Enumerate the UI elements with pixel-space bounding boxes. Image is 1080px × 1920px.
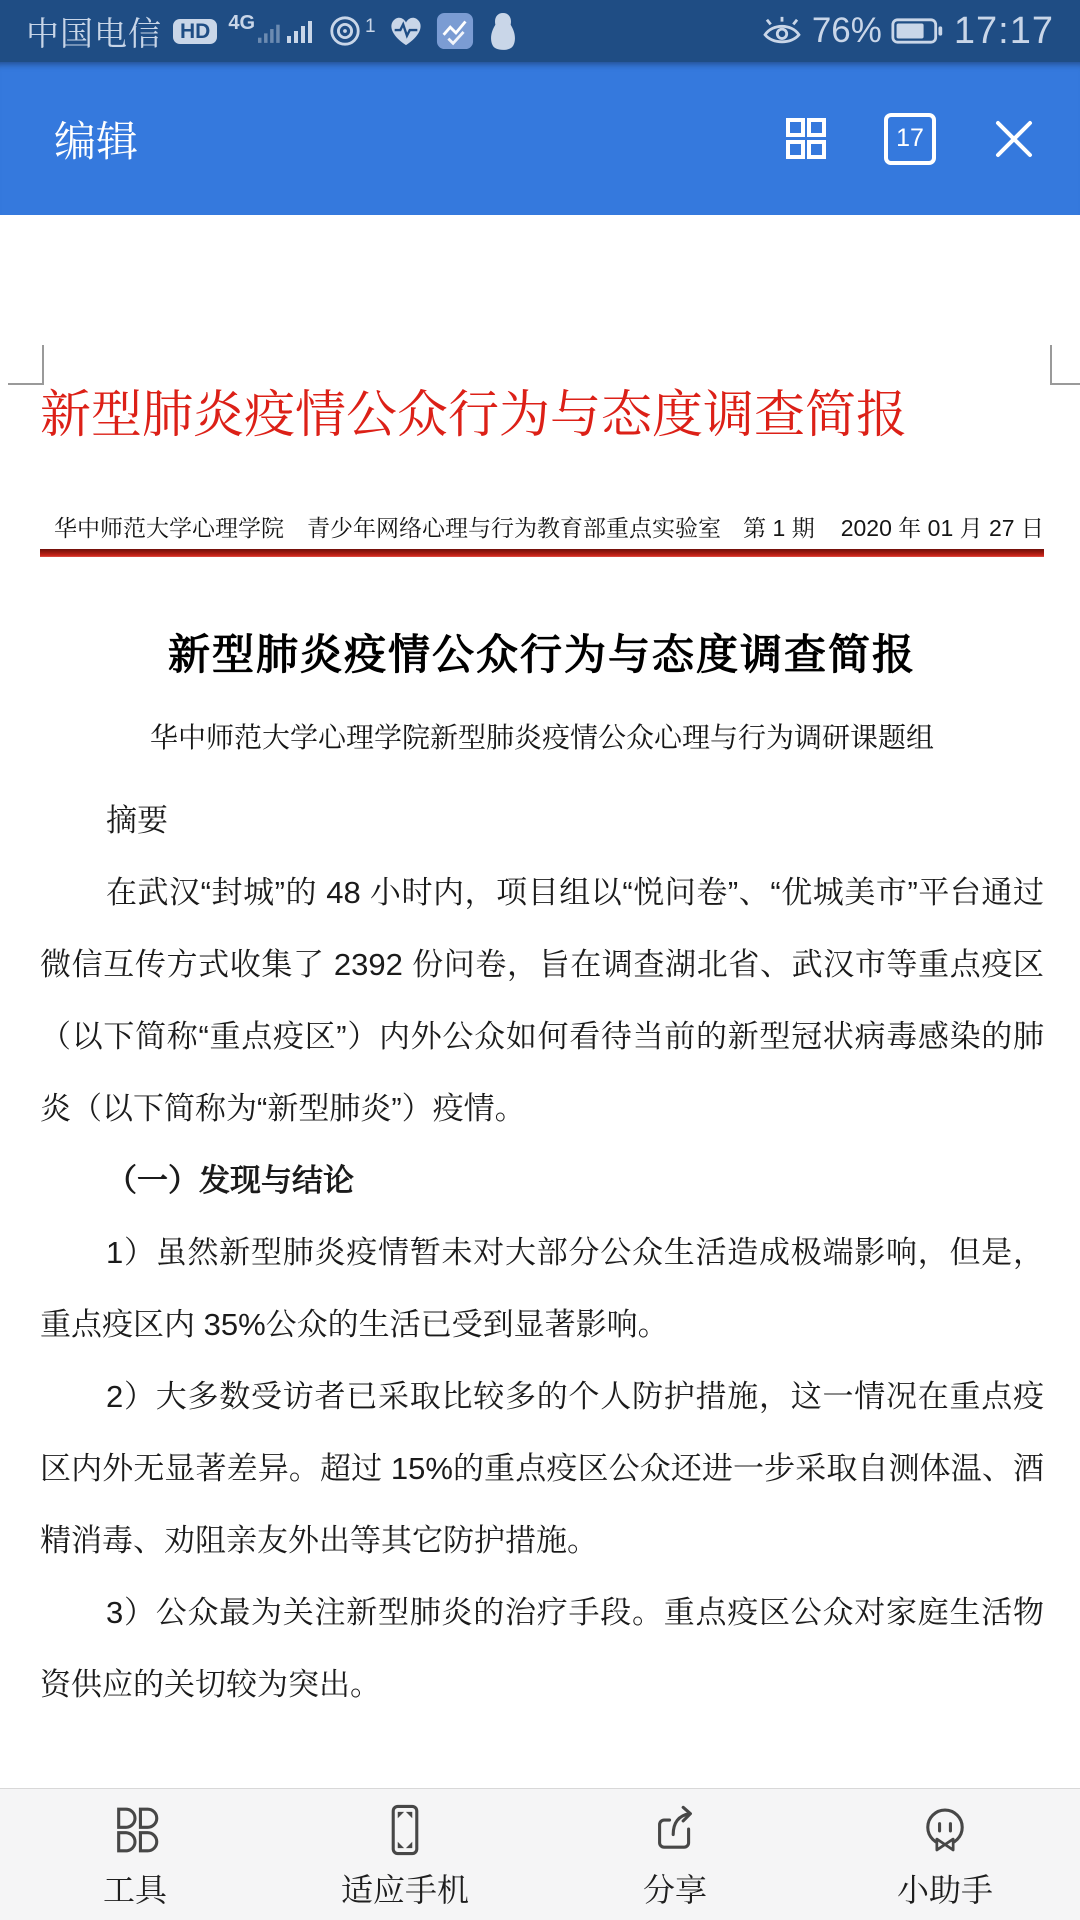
tools-label: 工具 bbox=[102, 1872, 167, 1908]
fit-phone-button[interactable] bbox=[270, 1789, 540, 1920]
tab-count-button[interactable] bbox=[884, 113, 936, 165]
battery-percent: 76% bbox=[811, 11, 882, 50]
tab-count-badge: 17 bbox=[884, 113, 936, 165]
bottom-toolbar bbox=[0, 1788, 1080, 1920]
network-type-label: 4G bbox=[228, 12, 256, 34]
health-heart-icon bbox=[387, 14, 425, 48]
signal-bars-sim1-icon bbox=[258, 21, 284, 44]
fit-phone-label: 适应手机 bbox=[340, 1872, 469, 1908]
tools-button[interactable] bbox=[0, 1789, 270, 1920]
section-heading: （一）发现与结论 bbox=[106, 1163, 354, 1198]
qq-penguin-icon bbox=[485, 11, 521, 51]
share-icon bbox=[646, 1801, 704, 1859]
page-margin-mark-right bbox=[1050, 345, 1080, 385]
masthead-title: 新型肺炎疫情公众行为与态度调查简报 bbox=[40, 386, 908, 443]
signal-bars-sim2-icon bbox=[287, 18, 317, 44]
eye-comfort-icon bbox=[761, 15, 803, 47]
edit-button[interactable]: 编辑 bbox=[54, 109, 138, 169]
document-body bbox=[40, 785, 1044, 1721]
assistant-label: 小助手 bbox=[896, 1872, 993, 1908]
paragraph: 在武汉“封城”的 48 小时内，项目组以“悦问卷”、“优城美市”平台通过微信互传方式收集了 2392 份问卷，旨在调查湖北省、武汉市等重点疫区（以下简称“重点疫区”）内外公众如何看待当前的新型冠状病毒感染的肺炎（以下简称为“新型肺炎”）疫情。 bbox=[40, 875, 1044, 1126]
hotspot-icon bbox=[328, 14, 376, 48]
share-label: 分享 bbox=[642, 1872, 707, 1908]
assistant-button[interactable] bbox=[810, 1789, 1080, 1920]
status-bar bbox=[0, 0, 1080, 62]
issue-date: 2020 年 01 月 27 日 bbox=[840, 515, 1044, 541]
finance-app-notification-icon bbox=[436, 12, 474, 50]
masthead-row bbox=[40, 513, 1044, 543]
paragraph: 1）虽然新型肺炎疫情暂未对大部分公众生活造成极端影响，但是，重点疫区内 35%公众的生活已受到显著影响。 bbox=[40, 1235, 1044, 1342]
grid-view-button[interactable] bbox=[782, 115, 830, 163]
signal-strength-icon bbox=[228, 12, 317, 44]
document-title: 新型肺炎疫情公众行为与态度调查简报 bbox=[167, 631, 916, 678]
carrier-label: 中国电信 bbox=[26, 14, 162, 52]
document-page[interactable] bbox=[0, 215, 1080, 1788]
close-button[interactable] bbox=[990, 115, 1038, 163]
paragraph: 3）公众最为关注新型肺炎的治疗手段。重点疫区公众对家庭生活物资供应的关切较为突出。 bbox=[40, 1595, 1044, 1702]
grid-icon bbox=[782, 115, 830, 163]
share-button[interactable] bbox=[540, 1789, 810, 1920]
battery-icon bbox=[891, 17, 945, 45]
masthead-divider bbox=[40, 549, 1044, 557]
masthead-org: 华中师范大学心理学院 青少年网络心理与行为教育部重点实验室 bbox=[54, 515, 721, 541]
close-icon bbox=[990, 115, 1038, 163]
page-margin-mark-left bbox=[8, 345, 44, 385]
paragraph: 2）大多数受访者已采取比较多的个人防护措施，这一情况在重点疫区内外无显著差异。超过 15%的重点疫区公众还进一步采取自测体温、酒精消毒、劝阻亲友外出等其它防护措施。 bbox=[40, 1379, 1044, 1558]
tools-grid-icon bbox=[106, 1801, 164, 1859]
hotspot-count-badge: 1 bbox=[365, 16, 376, 37]
hd-badge: HD bbox=[173, 19, 217, 44]
clock: 17:17 bbox=[953, 9, 1054, 52]
app-toolbar bbox=[0, 62, 1080, 215]
abstract-label: 摘要 bbox=[106, 803, 168, 838]
fit-phone-icon bbox=[376, 1801, 434, 1859]
assistant-icon bbox=[916, 1801, 974, 1859]
issue-number: 第 1 期 bbox=[743, 515, 815, 541]
document-subtitle: 华中师范大学心理学院新型肺炎疫情公众心理与行为调研课题组 bbox=[149, 722, 934, 753]
